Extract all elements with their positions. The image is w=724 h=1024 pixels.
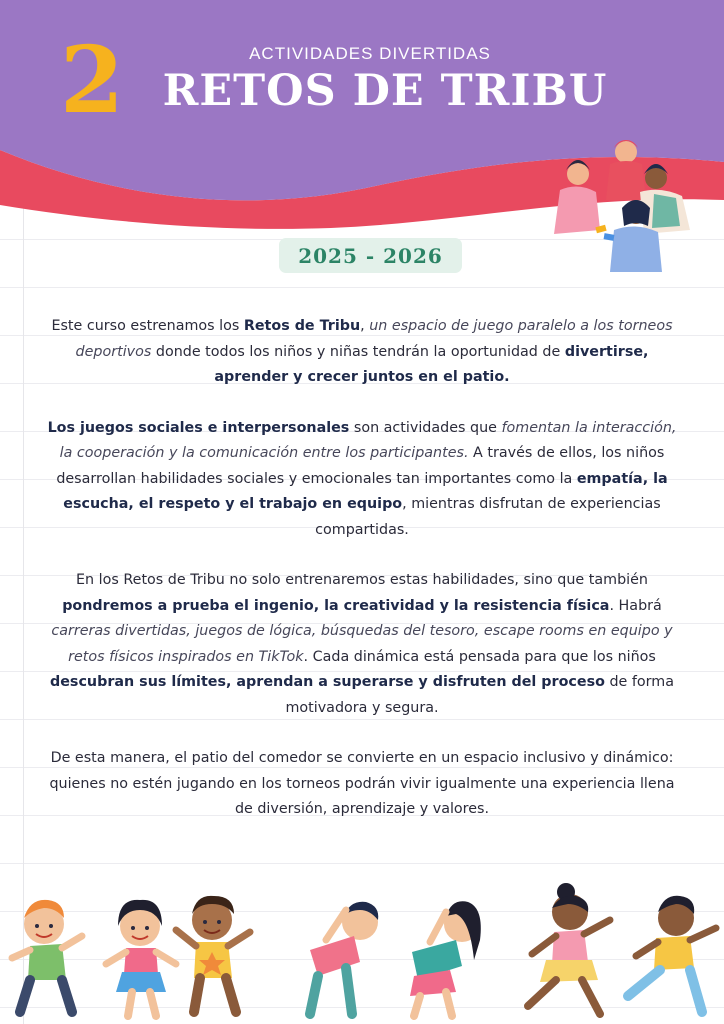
paragraph-challenges xyxy=(40,568,684,721)
kid-figure xyxy=(106,900,176,1016)
text-segment: , xyxy=(360,318,370,334)
text-segment: A través de ellos, los niños desarrollan habilidades sociales y emocionales tan importantes como la xyxy=(56,445,665,487)
text-italic: carreras divertidas, juegos de lógica, búsquedas del tesoro, escape rooms en equipo y retos físicos inspirados en TikTok xyxy=(51,623,673,665)
kid-figure xyxy=(410,901,481,1016)
text-segment: En los Retos de Tribu no solo entrenaremos estas habilidades, sino que también xyxy=(76,572,648,588)
text-segment: Este curso estrenamos los xyxy=(51,318,244,334)
text-segment: de forma motivadora y segura. xyxy=(285,674,674,716)
kid-figure xyxy=(628,896,716,1012)
header-subtitle: ACTIVIDADES DIVERTIDAS xyxy=(249,44,491,63)
page-title: RETOS DE TRIBU xyxy=(162,66,608,116)
text-segment: . Cada dinámica está pensada para que los niños xyxy=(303,648,656,665)
text-segment: . Habrá xyxy=(609,597,662,614)
text-bold: pondremos a prueba el ingenio, la creatividad y la resistencia física xyxy=(62,597,610,614)
kids-exercising-illustration xyxy=(0,880,724,1024)
kid-figure xyxy=(528,883,610,1014)
text-segment: donde todos los niños y niñas tendrán la oportunidad de xyxy=(151,343,565,360)
kid-figure xyxy=(310,902,378,1014)
kid-figure xyxy=(12,900,82,1012)
text-bold: divertirse, aprender y crecer juntos en el patio. xyxy=(214,343,649,385)
main-content xyxy=(40,314,684,848)
text-italic: un espacio de juego paralelo a los torneos deportivos xyxy=(75,318,673,360)
text-bold: descubran sus límites, aprendan a superarse y disfruten del proceso xyxy=(50,674,605,690)
paragraph-social-games xyxy=(40,416,684,544)
text-italic: fomentan la interacción, la cooperación y la comunicación entre los participantes. xyxy=(59,419,677,461)
paragraph-conclusion xyxy=(40,746,684,823)
kids-playing-illustration xyxy=(544,130,704,280)
text-bold: Retos de Tribu xyxy=(243,318,361,334)
school-year-badge: 2025 - 2026 xyxy=(279,238,462,273)
text-bold: Los juegos sociales e interpersonales xyxy=(47,419,350,436)
text-segment: De esta manera, el patio del comedor se convierte en un espacio inclusivo y dinámico: quienes no estén jugando en los torneos podrán vivir igualmente una experiencia llena de diversión, aprendizaje y valores. xyxy=(49,750,675,817)
kid-figure xyxy=(176,896,250,1012)
text-segment: , mientras disfrutan de experiencias compartidas. xyxy=(315,496,661,538)
text-segment: son actividades que xyxy=(349,419,502,436)
text-bold: empatía, la escucha, el respeto y el trabajo en equipo xyxy=(63,470,668,512)
section-number: 2 xyxy=(59,26,124,134)
paragraph-intro xyxy=(40,314,684,391)
